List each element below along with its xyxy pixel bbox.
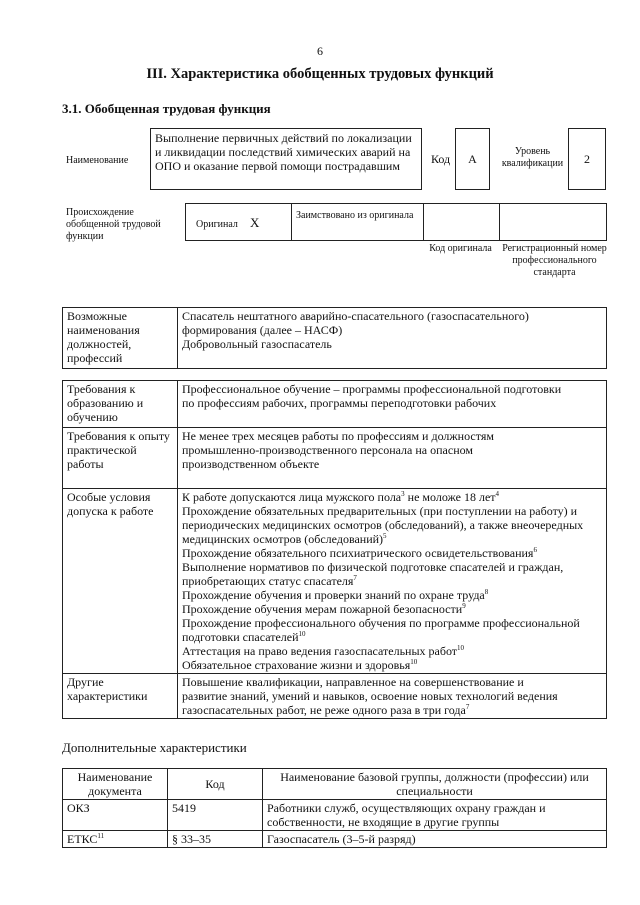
admission-item: Аттестация на право ведения газоспасательных работ$^{10}$ bbox=[182, 644, 465, 658]
position-line: Спасатель нештатного аварийно-спасательного (газоспасательного) bbox=[182, 309, 529, 323]
code-cell: § 33–35 bbox=[168, 831, 263, 848]
section-title: III. Характеристика обобщенных трудовых функций bbox=[146, 66, 494, 82]
subsection-title: 3.1. Обобщенная трудовая функция bbox=[62, 101, 271, 116]
code-label: Код bbox=[431, 152, 451, 166]
admission-label: Особые условия допуска к работе bbox=[63, 489, 178, 674]
admission-value bbox=[178, 489, 607, 674]
name-label: Наименование bbox=[66, 155, 129, 166]
additional-title: Дополнительные характеристики bbox=[62, 740, 247, 755]
other-value bbox=[178, 674, 607, 719]
code-cell: 5419 bbox=[168, 800, 263, 831]
additional-header-row bbox=[63, 769, 607, 800]
table-row bbox=[63, 831, 607, 848]
function-name-box bbox=[150, 128, 422, 190]
additional-table bbox=[62, 768, 607, 848]
other-line: развитие знаний, умений и навыков, освоение новых технологий ведения bbox=[182, 689, 558, 703]
positions-label: Возможные наименования должностей, профессий bbox=[63, 308, 178, 369]
admission-item: Прохождение обучения и проверки знаний по охране труда$^8$ bbox=[182, 588, 489, 602]
positions-table bbox=[62, 307, 607, 369]
divider bbox=[423, 204, 424, 240]
other-label: Другие характеристики bbox=[63, 674, 178, 719]
admission-item: Прохождение обучения мерам пожарной безопасности$^9$ bbox=[182, 602, 466, 616]
code-value: А bbox=[468, 152, 477, 166]
original-mark: X bbox=[250, 215, 260, 230]
admission-item: Прохождение профессионального обучения по программе профессиональной подготовки спасателей$^{10}$ bbox=[182, 616, 580, 644]
education-value bbox=[178, 381, 607, 428]
origin-label: Происхождение обобщенной трудовой функции bbox=[66, 207, 161, 242]
header-document: Наименование документа bbox=[63, 769, 168, 800]
header-code: Код bbox=[168, 769, 263, 800]
divider bbox=[499, 204, 500, 240]
requirements-row bbox=[63, 381, 607, 428]
experience-value bbox=[178, 428, 607, 489]
requirements-row bbox=[63, 674, 607, 719]
education-line: Профессиональное обучение – программы профессиональной подготовки bbox=[182, 382, 562, 396]
group-cell: Работники служб, осуществляющих охрану граждан и собственности, не входящие в другие группы bbox=[263, 800, 607, 831]
requirements-row bbox=[63, 428, 607, 489]
education-line: по профессиям рабочих, программы переподготовки рабочих bbox=[182, 396, 497, 410]
level-value: 2 bbox=[584, 152, 590, 166]
position-line: Добровольный газоспасатель bbox=[182, 337, 332, 351]
experience-line: промышленно-производственного персонала на опасном bbox=[182, 443, 473, 457]
header-group: Наименование базовой группы, должности (профессии) или специальности bbox=[263, 769, 607, 800]
reg-number-caption: Регистрационный номер профессионального стандарта bbox=[502, 243, 607, 278]
doc-cell: ЕТКС$^{11}$ bbox=[63, 831, 168, 848]
doc-cell: ОКЗ bbox=[63, 800, 168, 831]
divider bbox=[291, 204, 292, 240]
admission-item: Прохождение обязательных предварительных (при поступлении на работу) и периодических медицинских осмотров (обследований), а также внеочередных медицинских осмотров (обследований)$^5$ bbox=[182, 504, 584, 546]
experience-label: Требования к опыту практической работы bbox=[63, 428, 178, 489]
admission-item: Выполнение нормативов по физической подготовке спасателей и граждан, приобретающих статус спасателя$^7$ bbox=[182, 560, 564, 588]
page-number: 6 bbox=[317, 44, 323, 58]
experience-line: производственном объекте bbox=[182, 457, 320, 471]
experience-line: Не менее трех месяцев работы по профессиям и должностям bbox=[182, 429, 494, 443]
origin-table bbox=[185, 203, 607, 241]
position-line: формирования (далее – НАСФ) bbox=[182, 323, 343, 337]
function-name-value: Выполнение первичных действий по локализации и ликвидации последствий химических аварий на ОПО и оказание первой помощи пострадавшим bbox=[155, 131, 412, 173]
education-label: Требования к образованию и обучению bbox=[63, 381, 178, 428]
level-box bbox=[568, 128, 606, 190]
admission-item: Обязательное страхование жизни и здоровья$^{10}$ bbox=[182, 658, 418, 672]
code-box bbox=[455, 128, 490, 190]
original-label: Оригинал bbox=[196, 219, 238, 230]
borrowed-label: Заимствовано из оригинала bbox=[296, 210, 414, 221]
group-cell: Газоспасатель (3–5-й разряд) bbox=[263, 831, 607, 848]
code-original-caption: Код оригинала bbox=[429, 243, 492, 254]
level-label: Уровень квалификации bbox=[501, 146, 564, 169]
other-line: газоспасательных работ, не реже одного раза в три года$^7$ bbox=[182, 703, 470, 717]
admission-item: Прохождение обязательного психиатрического освидетельствования$^6$ bbox=[182, 546, 537, 560]
requirements-table bbox=[62, 380, 607, 719]
positions-value bbox=[178, 308, 607, 369]
requirements-row bbox=[63, 489, 607, 674]
other-line: Повышение квалификации, направленное на совершенствование и bbox=[182, 675, 524, 689]
table-row bbox=[63, 800, 607, 831]
admission-item: К работе допускаются лица мужского пола$^3$ не моложе 18 лет$^4$ bbox=[182, 490, 500, 504]
